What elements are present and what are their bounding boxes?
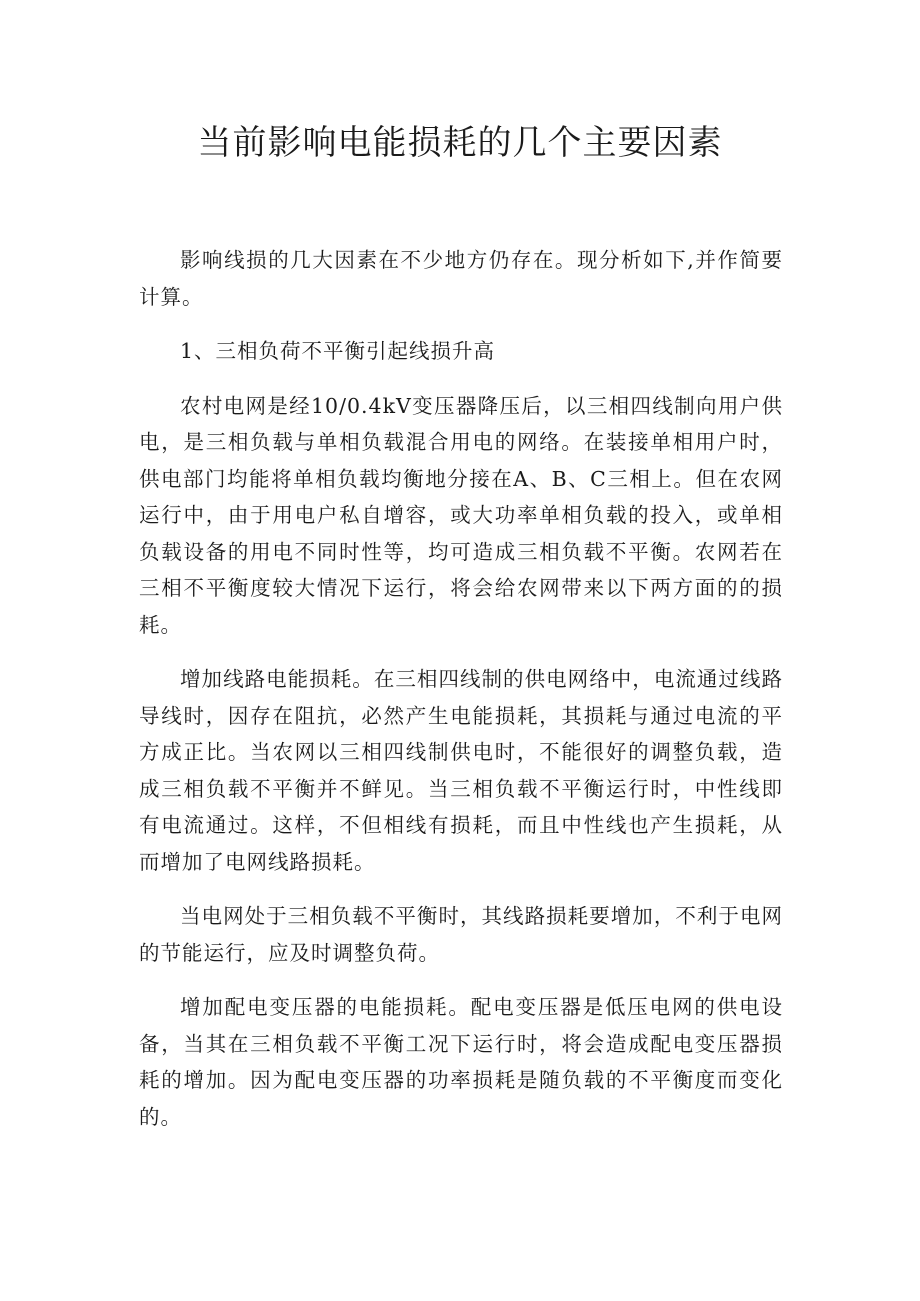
paragraph-line-loss: 增加线路电能损耗。在三相四线制的供电网络中，电流通过线路导线时，因存在阻抗，必然产生电能损耗，其损耗与通过电流的平方成正比。当农网以三相四线制供电时，不能很好的调整负载，造成三相负载不平衡并不鲜见。当三相负载不平衡运行时，中性线即有电流通过。这样，不但相线有损耗，而且中性线也产生损耗，从而增加了电网线路损耗。 [139,667,783,874]
document-body [139,242,783,1135]
paragraph-intro: 影响线损的几大因素在不少地方仍存在。现分析如下,并作简要计算。 [139,248,783,309]
paragraph-transformer-loss: 增加配电变压器的电能损耗。配电变压器是低压电网的供电设备，当其在三相负载不平衡工况下运行时，将会造成配电变压器损耗的增加。因为配电变压器的功率损耗是随负载的不平衡度而变化的。 [139,995,783,1129]
document-title: 当前影响电能损耗的几个主要因素 [197,123,723,163]
section-heading: 1、三相负荷不平衡引起线损升高 [180,339,496,363]
paragraph-rural-grid: 农村电网是经10/0.4kV变压器降压后，以三相四线制向用户供电，是三相负载与单相负载混合用电的网络。在装接单相用户时，供电部门均能将单相负载均衡地分接在A、B、C三相上。但在农网运行中，由于用电户私自增容，或大功率单相负载的投入，或单相负载设备的用电不同时性等，均可造成三相负载不平衡。农网若在三相不平衡度较大情况下运行，将会给农网带来以下两方面的的损耗。 [139,393,783,637]
paragraph-adjust-load: 当电网处于三相负载不平衡时，其线路损耗要增加，不利于电网的节能运行，应及时调整负荷。 [139,904,783,965]
